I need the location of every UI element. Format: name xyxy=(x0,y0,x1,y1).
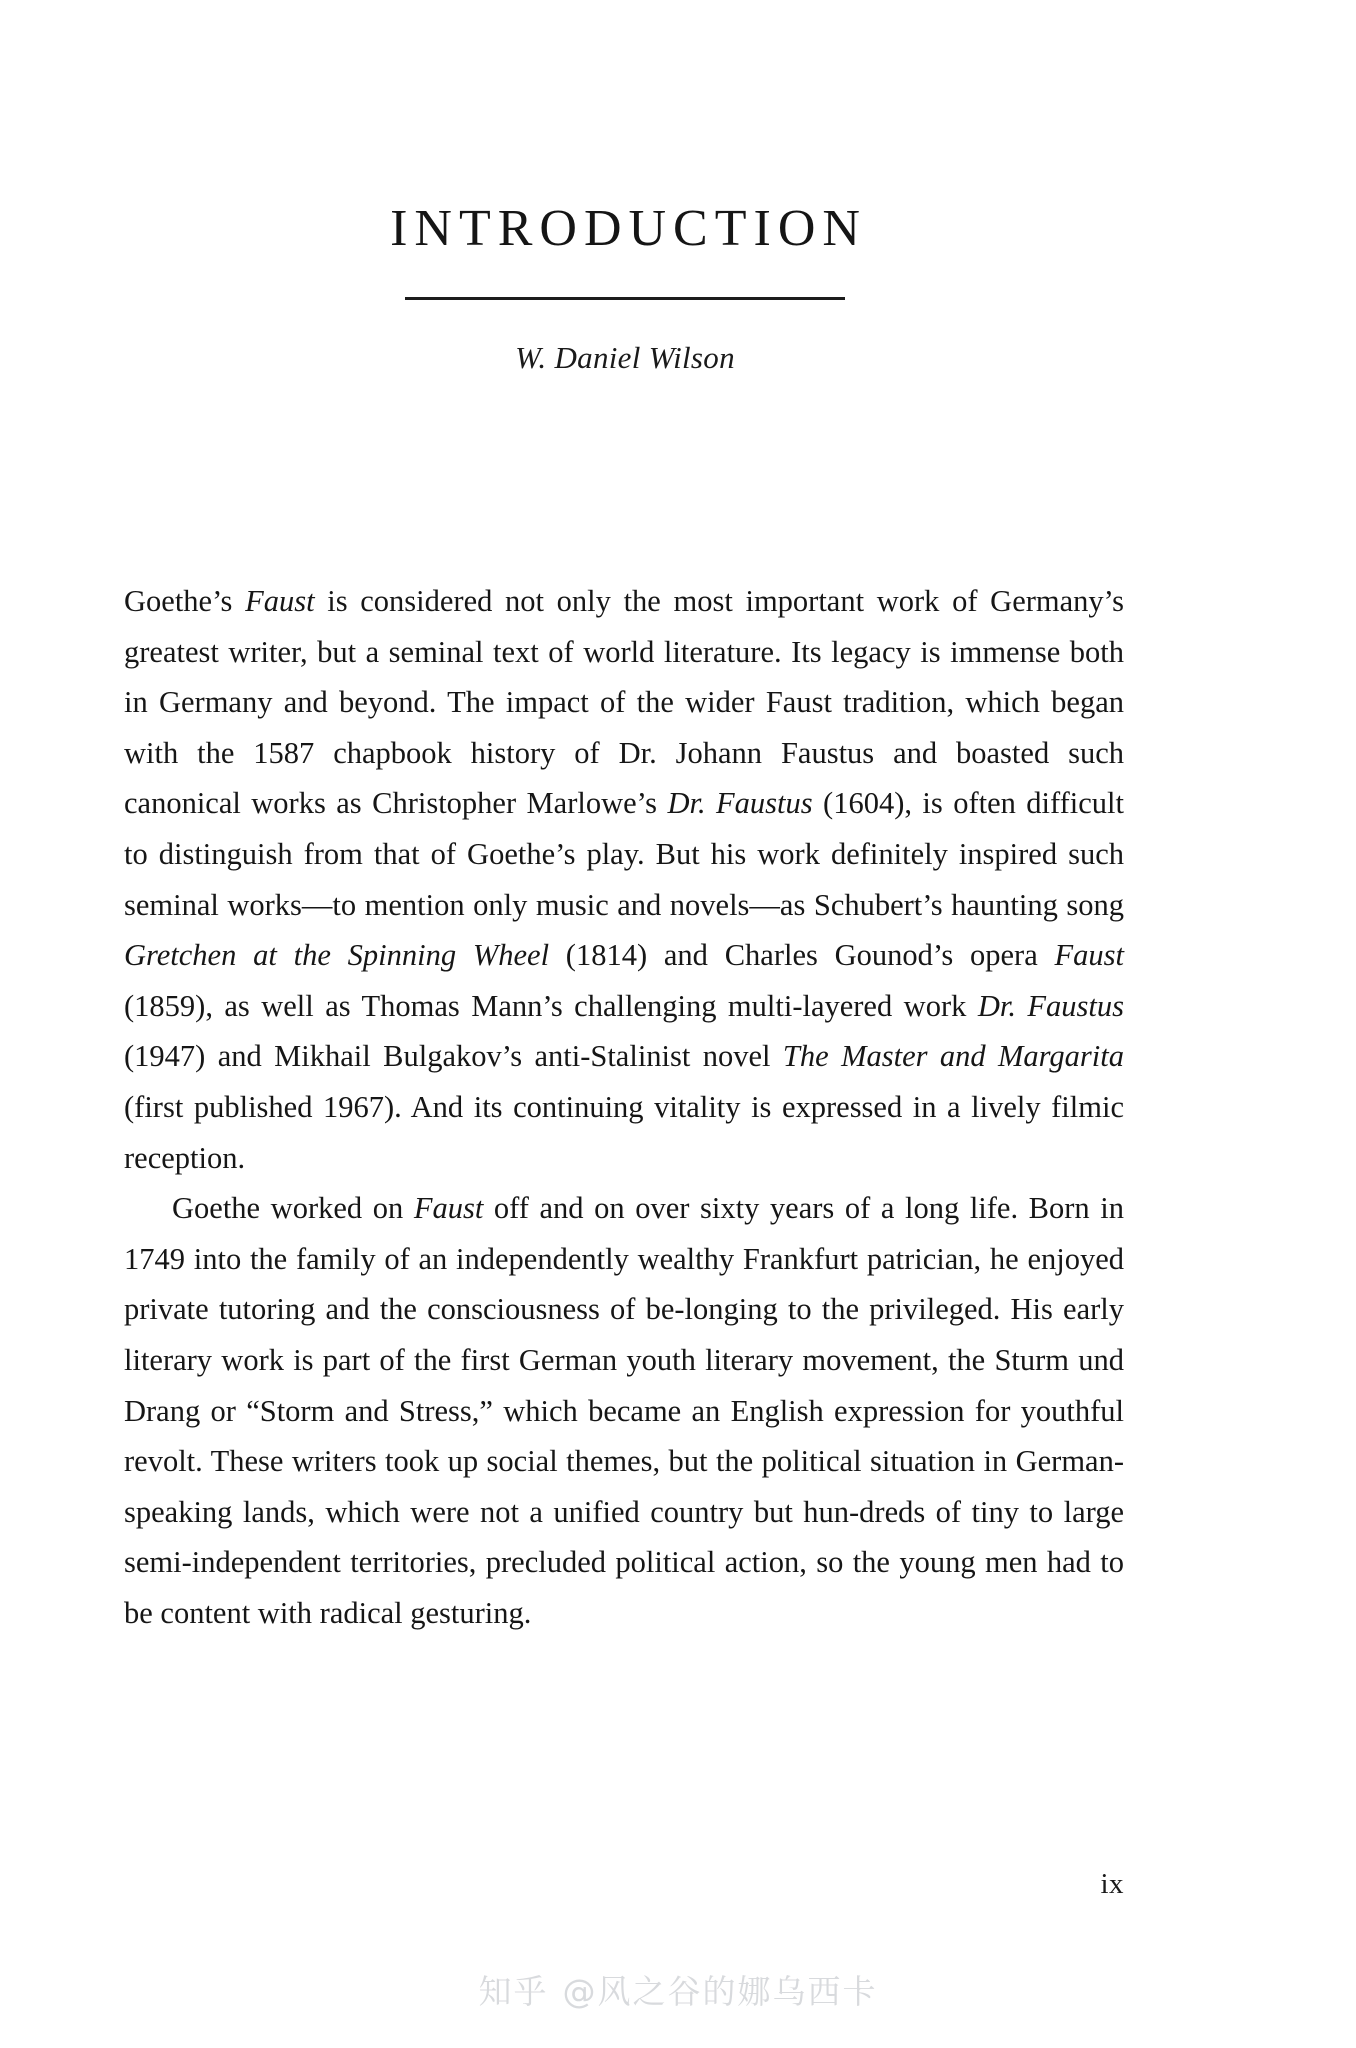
title-divider-rule xyxy=(405,297,845,300)
page-folio xyxy=(0,1868,1124,1901)
zhihu-logo-text: 知乎 xyxy=(478,1972,549,2011)
watermark xyxy=(0,1966,1356,2013)
author-byline: W. Daniel Wilson xyxy=(515,340,735,376)
body-text-column xyxy=(124,576,1124,1638)
paragraph-1: Goethe’s Faust is considered not only the most important work of Germany’s greatest writer, but a seminal text of world literature. Its legacy is immense both in Germany and beyond. The impact of the wider Faust tradition, which began with the 1587 chapbook history of Dr. Johann Faustus and boasted such canonical works as Christopher Marlowe’s Dr. Faustus (1604), is often difficult to distinguish from that of Goethe’s play. But his work definitely inspired such seminal works—to mention only music and novels—as Schubert’s haunting song Gretchen at the Spinning Wheel (1814) and Charles Gounod’s opera Faust (1859), as well as Thomas Mann’s challenging multi-layered work Dr. Faustus (1947) and Mikhail Bulgakov’s anti-Stalinist novel The Master and Margarita (first published 1967). And its continuing vitality is expressed in a lively filmic reception. xyxy=(124,584,1124,1175)
chapter-header xyxy=(125,200,1125,376)
page-number: ix xyxy=(1100,1868,1124,1900)
watermark-handle: @风之谷的娜乌西卡 xyxy=(562,1972,878,2011)
page-title: INTRODUCTION xyxy=(390,200,867,257)
paragraph-2: Goethe worked on Faust off and on over sixty years of a long life. Born in 1749 into the family of an independently wealthy Frankfurt patrician, he enjoyed private tutoring and the consciousness of be-longing to the privileged. His early literary work is part of the first German youth literary movement, the Sturm und Drang or “Storm and Stress,” which became an English expression for youthful revolt. These writers took up social themes, but the political situation in German-speaking lands, which were not a unified country but hun-dreds of tiny to large semi-independent territories, precluded political action, so the young men had to be content with radical gesturing. xyxy=(124,1191,1124,1630)
